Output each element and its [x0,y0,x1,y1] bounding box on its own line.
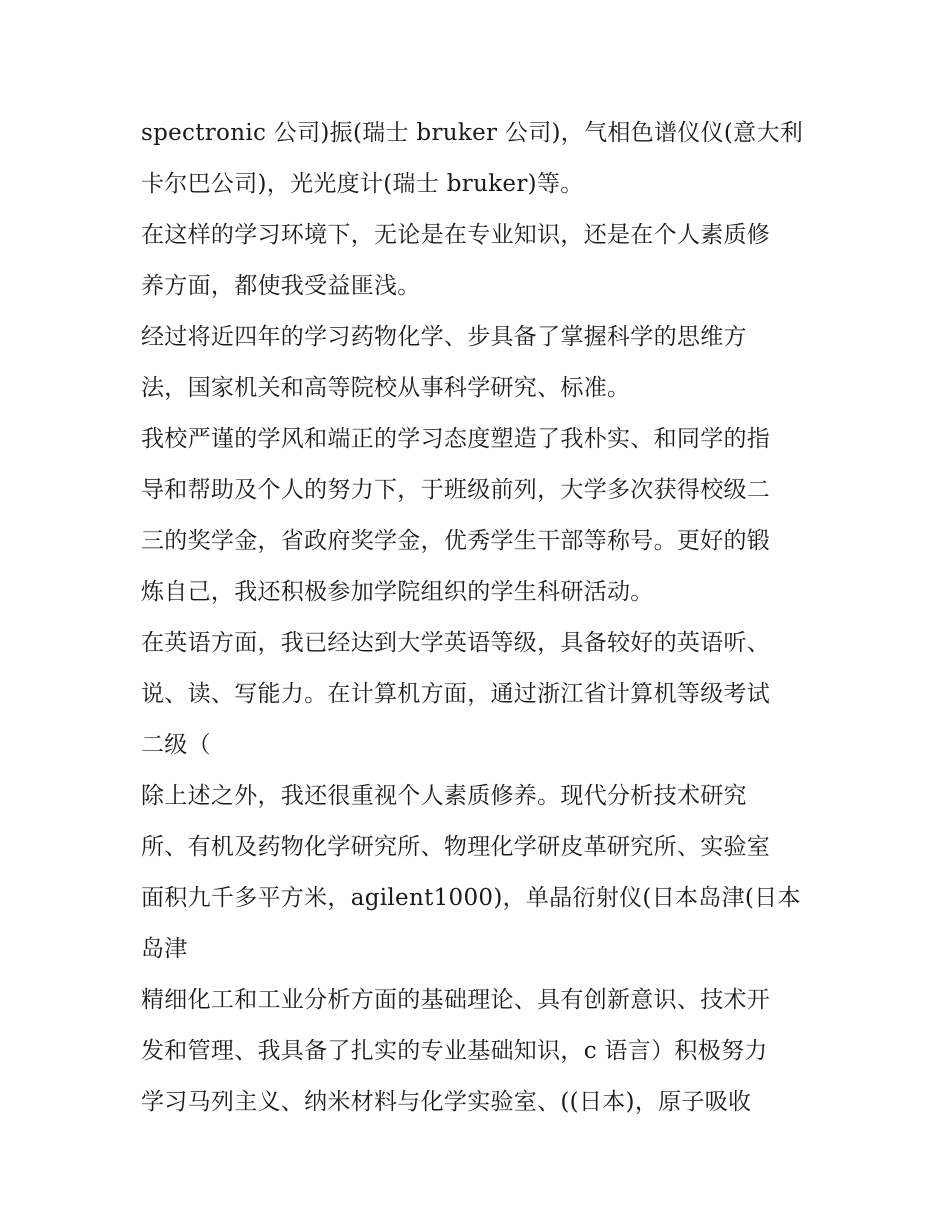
text-line: 三的奖学金，省政府奖学金，优秀学生干部等称号。更好的锻 [141,528,771,554]
text-line: 发和管理、我具备了扎实的专业基础知识，c 语言）积极努力 [141,1038,768,1064]
text-line: 卡尔巴公司)，光光度计(瑞士 bruker)等。 [141,171,584,197]
text-line: 岛津 [141,936,188,962]
text-line: 说、读、写能力。在计算机方面，通过浙江省计算机等级考试 [141,681,771,707]
text-line: 精细化工和工业分析方面的基础理论、具有创新意识、技术开 [141,987,771,1013]
text-line: 在这样的学习环境下，无论是在专业知识，还是在个人素质修 [141,222,771,248]
text-line: 经过将近四年的学习药物化学、步具备了掌握科学的思维方 [141,324,747,350]
text-line: 我校严谨的学风和端正的学习态度塑造了我朴实、和同学的指 [141,426,771,452]
text-line: 面积九千多平方米，agilent1000)，单晶衍射仪(日本岛津(日本 [141,885,801,911]
text-line: 在英语方面，我已经达到大学英语等级，具备较好的英语听、 [141,630,771,656]
text-line: 法，国家机关和高等院校从事科学研究、标准。 [141,375,631,401]
text-line: 二级（ [141,732,211,758]
document-body [141,108,821,1128]
text-line: spectronic 公司)振(瑞士 bruker 公司)，气相色谱仪仪(意大利 [141,120,804,146]
text-line: 学习马列主义、纳米材料与化学实验室、((日本)，原子吸收 [141,1089,752,1115]
text-line: 所、有机及药物化学研究所、物理化学研皮革研究所、实验室 [141,834,771,860]
text-line: 除上述之外，我还很重视个人素质修养。现代分析技术研究 [141,783,747,809]
text-line: 导和帮助及个人的努力下，于班级前列，大学多次获得校级二 [141,477,771,503]
text-line: 养方面，都使我受益匪浅。 [141,273,421,299]
text-line: 炼自己，我还积极参加学院组织的学生科研活动。 [141,579,654,605]
